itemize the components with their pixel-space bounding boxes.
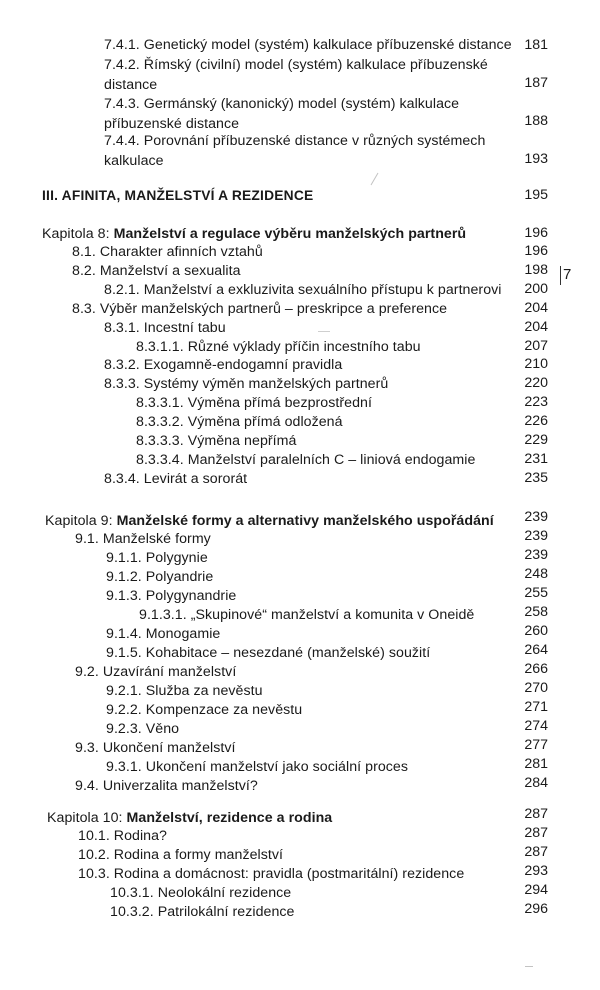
toc-entry: 9.1.4. Monogamie [106, 626, 221, 642]
toc-entry: 8.3.3. Systémy výměn manželských partnerů [104, 376, 389, 392]
page-number: 181 [524, 37, 548, 53]
page-number: 188 [524, 113, 548, 129]
page-number: 287 [524, 825, 548, 841]
page-number: 277 [524, 737, 548, 753]
chapter-heading [45, 512, 494, 530]
page-number: 220 [524, 375, 548, 391]
toc-entry: 9.2.1. Služba za nevěstu [106, 683, 263, 699]
page-number: 204 [524, 300, 548, 316]
page-number: 193 [524, 151, 548, 167]
toc-entry: 8.3.2. Exogamně-endogamní pravidla [104, 357, 343, 373]
page-number: 210 [524, 356, 548, 372]
toc-entry: 10.3.1. Neolokální rezidence [110, 885, 292, 901]
toc-entry: 8.1. Charakter afinních vztahů [72, 244, 263, 260]
page-number: 287 [524, 844, 548, 860]
toc-entry: 9.1.5. Kohabitace – nesezdané (manželské) soužití [106, 645, 431, 661]
page-number: 229 [524, 432, 548, 448]
page-number: 260 [524, 623, 548, 639]
page-number: 264 [524, 642, 548, 658]
page-number: 187 [524, 75, 548, 91]
toc-entry: 9.3.1. Ukončení manželství jako sociální proces [106, 759, 409, 775]
page-number: 274 [524, 718, 548, 734]
toc-entry: 9.2.3. Věno [106, 721, 180, 737]
page-number: 231 [524, 451, 548, 467]
toc-entry: 9.1.1. Polygynie [106, 550, 208, 566]
toc-entry: 7.4.4. Porovnání příbuzenské distance v různých systémech kalkulace [104, 133, 486, 169]
page-number: 294 [524, 882, 548, 898]
page-number: 271 [524, 699, 548, 715]
toc-entry: 8.3. Výběr manželských partnerů – preskripce a preference [72, 301, 448, 317]
toc-entry: 10.3. Rodina a domácnost: pravidla (postmaritální) rezidence [78, 866, 465, 882]
chapter-title: Manželství a regulace výběru manželských partnerů [113, 226, 467, 242]
page-number: 270 [524, 680, 548, 696]
page-number: 239 [524, 547, 548, 563]
page-number: 204 [524, 319, 548, 335]
toc-entry: 9.2.2. Kompenzace za nevěstu [106, 702, 303, 718]
toc-entry: 7.4.3. Germánský (kanonický) model (systém) kalkulace příbuzenské distance [104, 96, 460, 132]
chapter-heading [42, 225, 466, 243]
toc-entry: 9.4. Univerzalita manželství? [75, 778, 258, 794]
page-number: 258 [524, 604, 548, 620]
page-number: 223 [524, 394, 548, 410]
toc-entry: 10.2. Rodina a formy manželství [78, 847, 283, 863]
toc-entry: 8.3.3.1. Výměna přímá bezprostřední [136, 395, 372, 411]
chapter-prefix: Kapitola 10: [47, 810, 127, 826]
toc-entry: 9.1.2. Polyandrie [106, 569, 214, 585]
toc-entry: 8.3.4. Levirát a sororát [104, 471, 248, 487]
page-number: 239 [524, 528, 548, 544]
page-number: 195 [524, 187, 548, 203]
toc-entry: 10.1. Rodina? [78, 828, 167, 844]
page-number: 200 [524, 281, 548, 297]
page-number: 284 [524, 775, 548, 791]
page-number: 255 [524, 585, 548, 601]
chapter-heading [47, 809, 332, 827]
page-number: 226 [524, 413, 548, 429]
toc-entry: 9.1. Manželské formy [75, 531, 211, 547]
toc-entry: 8.3.3.3. Výměna nepřímá [136, 433, 297, 449]
page-number: 281 [524, 756, 548, 772]
toc-entry: 8.3.1.1. Různé výklady příčin incestního tabu [136, 339, 421, 355]
scan-mark [525, 966, 533, 967]
toc-entry: 9.1.3.1. „Skupinové“ manželství a komunita v Oneidě [139, 607, 475, 623]
chapter-title: Manželské formy a alternativy manželského uspořádání [116, 513, 494, 529]
toc-entry: 8.3.3.2. Výměna přímá odložená [136, 414, 343, 430]
toc-entry: 7.4.1. Genetický model (systém) kalkulace příbuzenské distance [104, 37, 512, 53]
toc-entry: 8.2.1. Manželství a exkluzivita sexuálního přístupu k partnerovi [104, 282, 502, 298]
page-number: 239 [524, 509, 548, 525]
page-number: 196 [524, 243, 548, 259]
toc-entry: 9.1.3. Polygynandrie [106, 588, 237, 604]
chapter-prefix: Kapitola 9: [45, 513, 117, 529]
page-number: 266 [524, 661, 548, 677]
toc-entry: 8.3.3.4. Manželství paralelních C – liniová endogamie [136, 452, 476, 468]
toc-entry: 9.3. Ukončení manželství [75, 740, 236, 756]
scan-mark [318, 331, 330, 332]
page-number: 196 [524, 225, 548, 241]
page-number: 248 [524, 566, 548, 582]
toc-entry: 9.2. Uzavírání manželství [75, 664, 237, 680]
chapter-prefix: Kapitola 8: [42, 226, 114, 242]
folio-divider [560, 266, 561, 285]
page-number: 235 [524, 470, 548, 486]
chapter-title: Manželství, rezidence a rodina [126, 810, 333, 826]
page-number: 207 [524, 338, 548, 354]
folio-number: 7 [563, 266, 572, 283]
page-number: 198 [524, 262, 548, 278]
toc-entry: 7.4.2. Římský (civilní) model (systém) kalkulace příbuzenské distance [104, 57, 488, 93]
page-number: 293 [524, 863, 548, 879]
page-number: 287 [524, 806, 548, 822]
part-heading: III. AFINITA, MANŽELSTVÍ A REZIDENCE [42, 188, 314, 203]
toc-entry: 8.3.1. Incestní tabu [104, 320, 226, 336]
scan-mark [371, 173, 379, 186]
toc-entry: 10.3.2. Patrilokální rezidence [110, 904, 295, 920]
toc-entry: 8.2. Manželství a sexualita [72, 263, 241, 279]
page-number: 296 [524, 901, 548, 917]
